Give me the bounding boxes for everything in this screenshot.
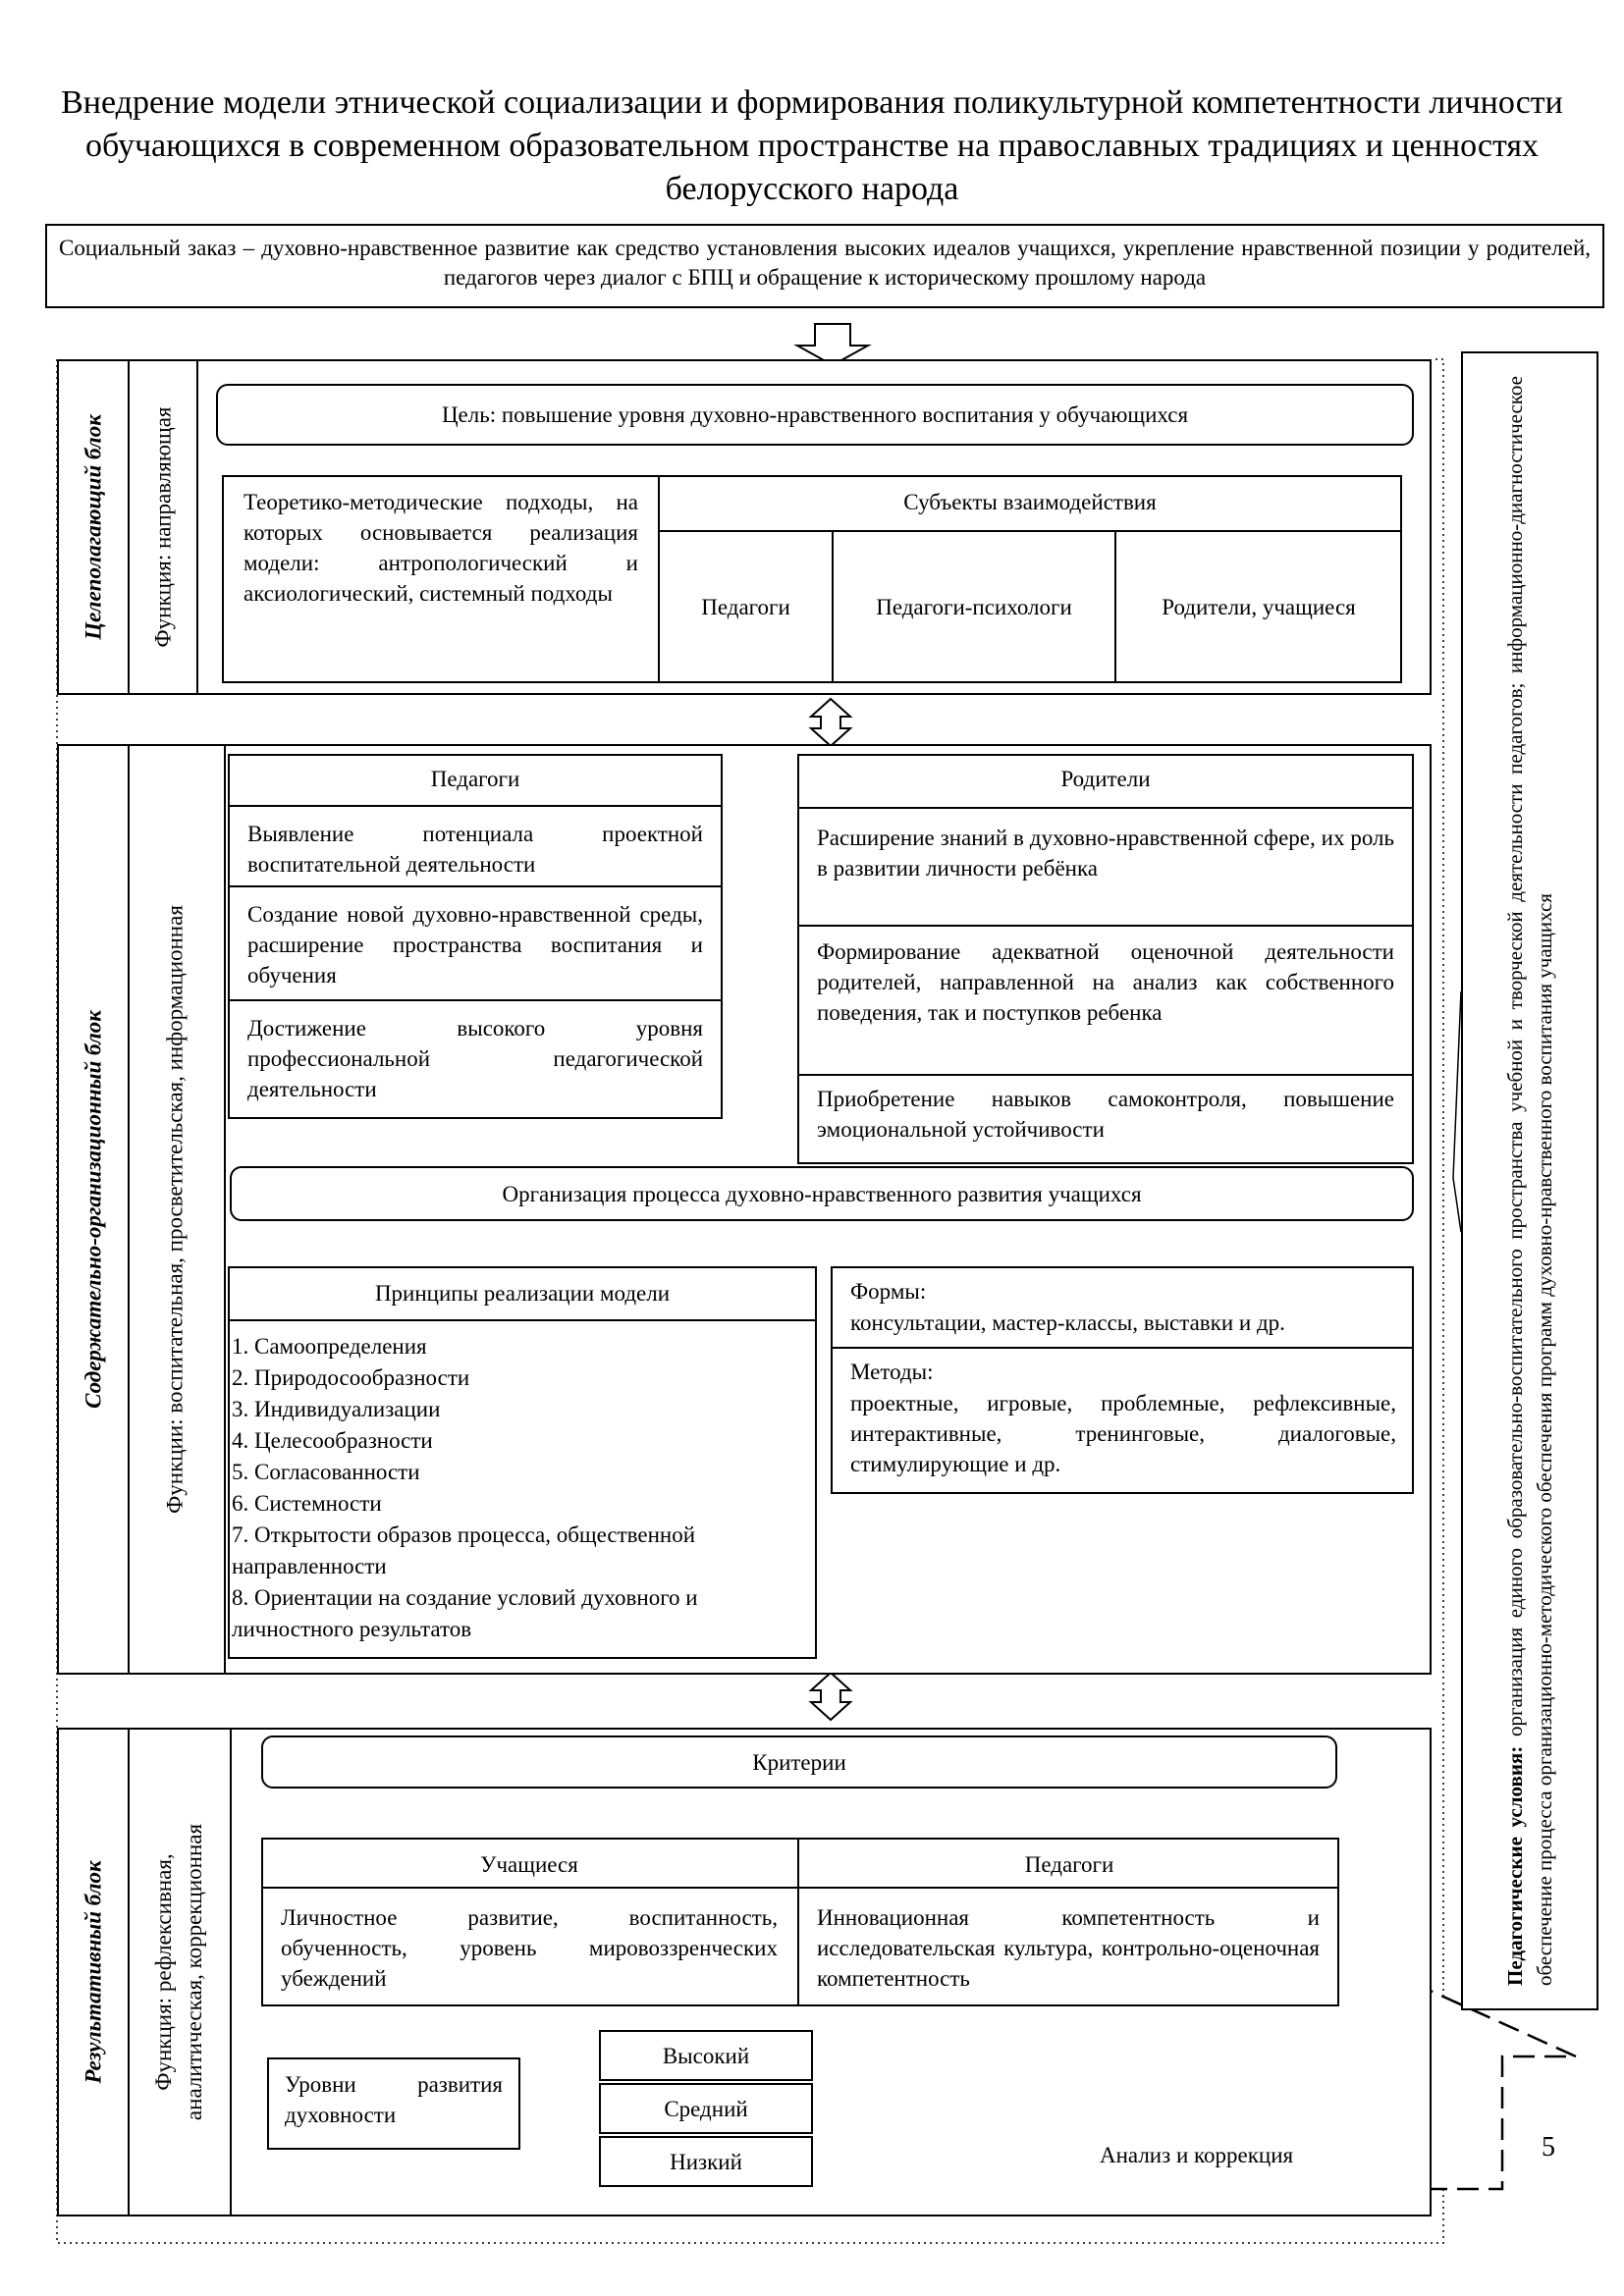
principle-item: 6. Системности [232,1491,382,1516]
principles-list [232,1331,797,1645]
subject-parents-students: Родители, учащиеся [1162,595,1356,619]
block3-function-line2: аналитическая, коррекционная [182,1823,206,2121]
methods-text: проектные, игровые, проблемные, рефлексивные, интерактивные, тренинговые, диалоговые, стимулирующие и др. [850,1391,1396,1476]
principle-item: 3. Индивидуализации [232,1397,441,1421]
conditions-bold: Педагогические условия: [1503,1745,1527,1986]
parents-item-1: Расширение знаний в духовно-нравственной сфере, их роль в развитии личности ребёнка [817,826,1394,881]
principle-item: 4. Целесообразности [232,1428,433,1453]
principle-item: 7. Открытости образов процесса, общественной направленности [232,1522,696,1578]
approaches-box [222,475,660,683]
organization-text: Организация процесса духовно-нравственного развития учащихся [502,1182,1142,1206]
block3-name: Результативный блок [81,1860,106,2084]
criteria-teachers-header: Педагоги [1024,1852,1114,1877]
criteria-students-header: Учащиеся [480,1852,578,1877]
approaches-text: Теоретико-методические подходы, на которых основывается реализация модели: антропологический и аксиологический, системный подходы [244,490,638,606]
social-order-text: Социальный заказ – духовно-нравственное развитие как средство установления высоких идеалов учащихся, укрепление нравственной позиции у родителей, педагогов через диалог с БПЦ и обращение к историческому прошлому народа [59,236,1591,290]
principle-item: 1. Самоопределения [232,1334,427,1359]
pedagogical-conditions-text [1500,376,1559,1986]
level-high [599,2030,813,2081]
parents-header: Родители [1060,767,1151,791]
principle-item: 8. Ориентации на создание условий духовного и личностного результатов [232,1585,698,1641]
level-medium-text: Средний [664,2097,748,2121]
goal-text: Цель: повышение уровня духовно-нравственного воспитания у обучающихся [441,402,1189,427]
criteria-text: Критерии [752,1750,846,1775]
page-title: Внедрение модели этнической социализации и формирования поликультурной компетентности личности обучающихся в современном образовательном пространстве на православных традициях и ценностях белорусского народа [61,84,1563,207]
principles-header: Принципы реализации модели [374,1281,671,1306]
double-arrow-1 [811,699,850,746]
level-low-text: Низкий [670,2150,742,2174]
principle-item: 5. Согласованности [232,1460,420,1484]
forms-text: консультации, мастер-классы, выставки и др. [850,1310,1285,1335]
organization-box [230,1166,1414,1221]
criteria-teachers-text: Инновационная компетентность и исследовательская культура, контрольно-оценочная компетентность [817,1905,1320,1991]
teachers-item-1: Выявление потенциала проектной воспитательной деятельности [247,822,703,877]
levels-box [267,2057,520,2150]
parents-item-2: Формирование адекватной оценочной деятельности родителей, направленной на анализ как собственного поведения, так и поступков ребенка [817,939,1394,1025]
conditions-text: организация единого образовательно-воспитательного пространства учебной и творческой деятельности педагогов; информационно-диагностическое обеспечение процесса организационно-методического обеспечения программ духовно-нравственного воспитания учащихся [1503,375,1556,1986]
subject-psychologists: Педагоги-психологи [876,595,1072,619]
double-arrow-2 [811,1673,850,1720]
block3-function [148,1824,209,2120]
criteria-box [261,1735,1337,1789]
analysis-text: Анализ и коррекция [1100,2143,1294,2167]
block2-function: Функции: воспитательная, просветительская, информационная [162,905,188,1514]
criteria-students-text: Личностное развитие, воспитанность, обученность, уровень мировоззренческих убеждений [281,1905,778,1991]
level-low [599,2136,813,2187]
parents-item-3: Приобретение навыков самоконтроля, повышение эмоциональной устойчивости [817,1087,1394,1142]
teachers-header: Педагоги [430,767,520,791]
block1-function: Функция: направляющая [150,406,176,648]
level-high-text: Высокий [662,2044,750,2068]
teachers-item-2: Создание новой духовно-нравственной среды, расширение пространства воспитания и обучения [247,902,703,988]
subjects-header: Субъекты взаимодействия [903,490,1157,514]
forms-label: Формы: [850,1279,927,1304]
block2-name: Содержательно-организационный блок [81,1010,106,1409]
levels-label: Уровни развития духовности [285,2072,503,2127]
page-number: 5 [1542,2132,1555,2163]
block3-function-line1: Функция: рефлексивная, [151,1853,176,2091]
block1-name: Целеполагающий блок [81,414,106,640]
goal-box [216,384,1414,446]
principle-item: 2. Природосообразности [232,1365,470,1390]
subject-teachers: Педагоги [701,595,790,619]
methods-label: Методы: [850,1360,934,1384]
teachers-item-3: Достижение высокого уровня профессиональной педагогической деятельности [247,1016,703,1101]
level-medium [599,2083,813,2134]
